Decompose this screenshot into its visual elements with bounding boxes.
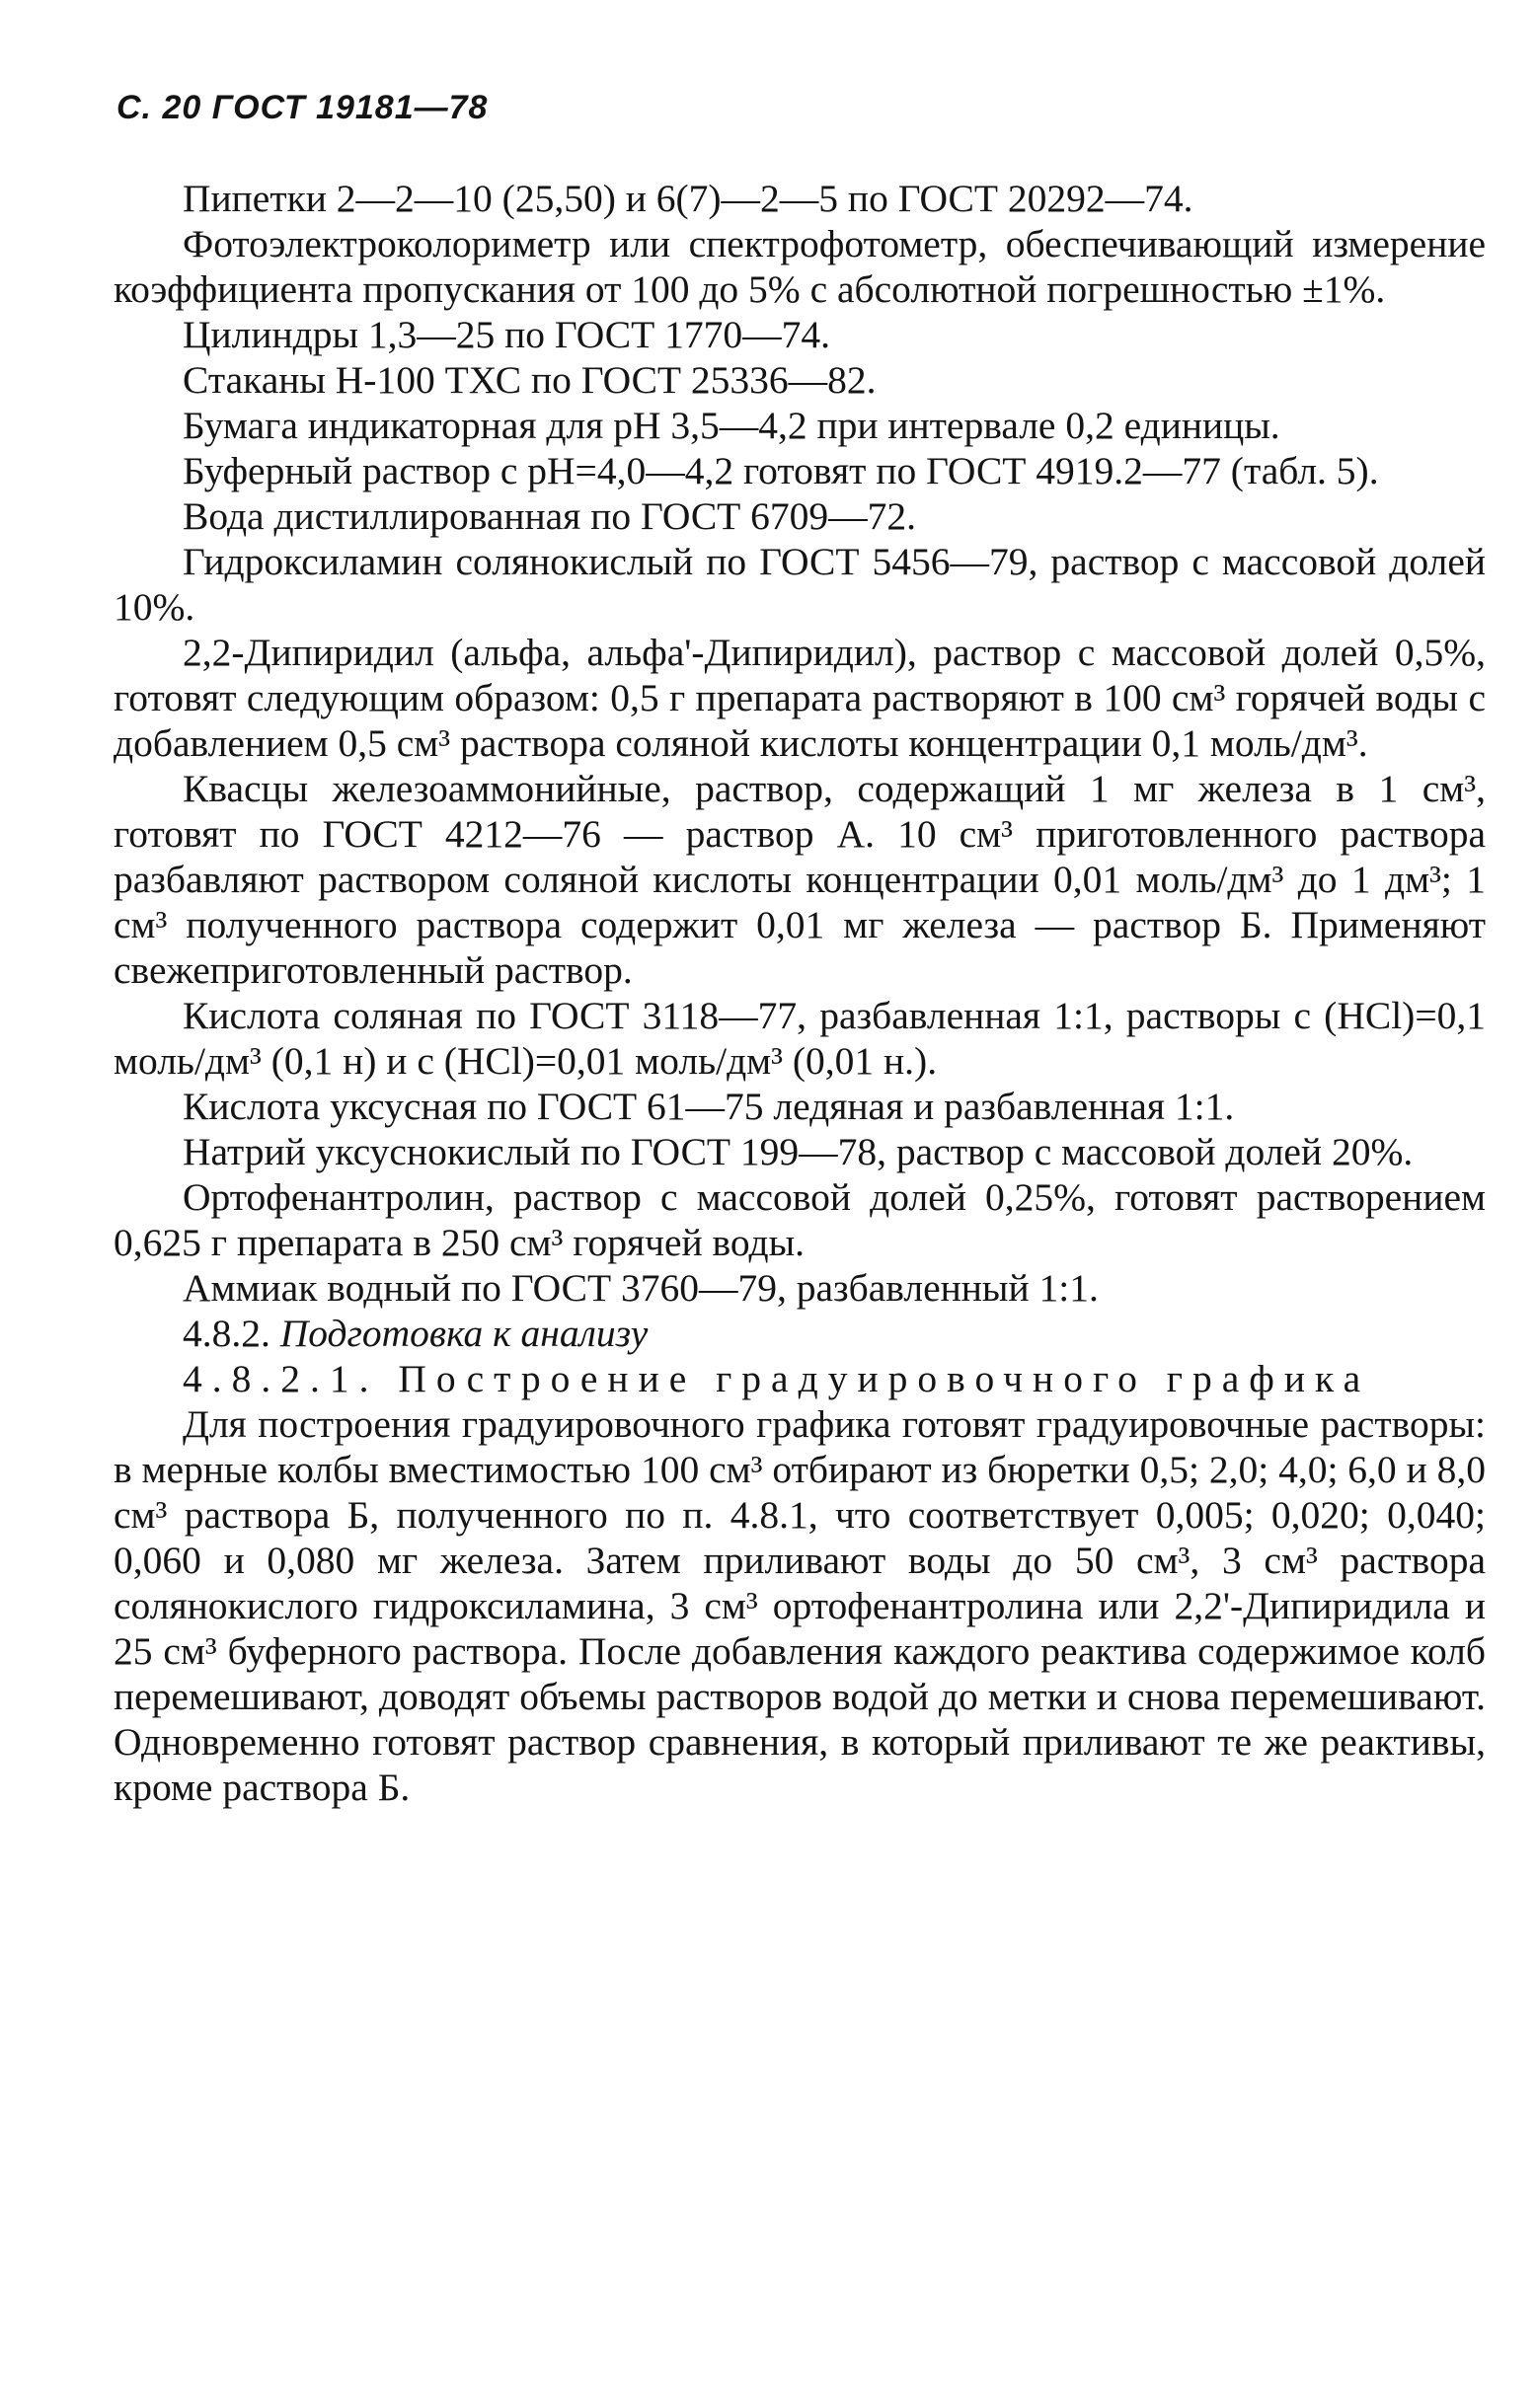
paragraph-pipettes: Пипетки 2—2—10 (25,50) и 6(7)—2—5 по ГОСТ 20292—74.: [183, 177, 1193, 220]
paragraph-indicator-paper: Бумага индикаторная для рН 3,5—4,2 при интервале 0,2 единицы.: [183, 404, 1280, 447]
section-heading-4-8-2-1: [114, 1356, 1486, 1401]
paragraph-calibration-procedure: Для построения градуировочного графика готовят градуировочные растворы: в мерные колбы вместимостью 100 см³ отбирают из бюретки 0,5; 2,0; 4,0; 6,0 и 8,0 см³ раствора Б, полученного по п. 4.8.1, что соответствует 0,005; 0,020; 0,040; 0,060 и 0,080 мг железа. Затем приливают воды до 50 см³, 3 см³ раствора солянокислого гидроксиламина, 3 см³ ортофенантролина или 2,2'-Дипиридила и 25 см³ буферного раствора. После добавления каждого реактива содержимое колб перемешивают, доводят объемы растворов водой до метки и снова перемешивают. Одновременно готовят раствор сравнения, в который приливают те же реактивы, кроме раствора Б.: [114, 1402, 1486, 1809]
section-title: Подготовка к анализу: [279, 1312, 649, 1355]
paragraph-sodium-acetate: Натрий уксуснокислый по ГОСТ 199—78, раствор с массовой долей 20%.: [183, 1130, 1414, 1173]
document-body: [114, 176, 1486, 1810]
section-heading-4-8-2: [114, 1311, 1486, 1356]
paragraph-hydroxylamine: Гидроксиламин солянокислый по ГОСТ 5456—79, раствор с массовой долей 10%.: [114, 540, 1486, 629]
paragraph-dipyridyl: 2,2-Дипиридил (альфа, альфа'-Дипиридил), раствор с массовой долей 0,5%, готовят следующим образом: 0,5 г препарата растворяют в 100 см³ горячей воды с добавлением 0,5 см³ раствора соляной кислоты концентрации 0,1 моль/дм³.: [114, 631, 1486, 765]
paragraph-buffer-solution: Буферный раствор с рН=4,0—4,2 готовят по ГОСТ 4919.2—77 (табл. 5).: [183, 449, 1379, 492]
paragraph-cylinders: Цилиндры 1,3—25 по ГОСТ 1770—74.: [183, 313, 831, 356]
paragraph-orthophenanthroline: Ортофенантролин, раствор с массовой долей 0,25%, готовят растворением 0,625 г препарата в 250 см³ горячей воды.: [114, 1175, 1486, 1264]
running-head: С. 20 ГОСТ 19181—78: [116, 89, 489, 126]
paragraph-ammonia: Аммиак водный по ГОСТ 3760—79, разбавленный 1:1.: [183, 1266, 1099, 1310]
paragraph-distilled-water: Вода дистиллированная по ГОСТ 6709—72.: [183, 494, 917, 538]
paragraph-iron-alum: Квасцы железоаммонийные, раствор, содержащий 1 мг железа в 1 см³, готовят по ГОСТ 4212—76 — раствор А. 10 см³ приготовленного раствора разбавляют раствором соляной кислоты концентрации 0,01 моль/дм³ до 1 дм³; 1 см³ полученного раствора содержит 0,01 мг железа — раствор Б. Применяют свежеприготовленный раствор.: [114, 767, 1486, 992]
paragraph-hydrochloric-acid: Кислота соляная по ГОСТ 3118—77, разбавленная 1:1, растворы с (HCl)=0,1 моль/дм³ (0,1 н) и с (HCl)=0,01 моль/дм³ (0,01 н.).: [114, 994, 1486, 1083]
paragraph-photocolorimeter: Фотоэлектроколориметр или спектрофотометр, обеспечивающий измерение коэффициента пропускания от 100 до 5% с абсолютной погрешностью ±1%.: [114, 222, 1486, 311]
section-number: 4.8.2.: [183, 1312, 270, 1355]
paragraph-acetic-acid: Кислота уксусная по ГОСТ 61—75 ледяная и разбавленная 1:1.: [183, 1085, 1235, 1128]
subsection-number: 4.8.2.1.: [183, 1357, 379, 1400]
subsection-title: Построение градуировочного графика: [398, 1357, 1371, 1400]
paragraph-beakers: Стаканы Н-100 ТХС по ГОСТ 25336—82.: [183, 358, 877, 402]
